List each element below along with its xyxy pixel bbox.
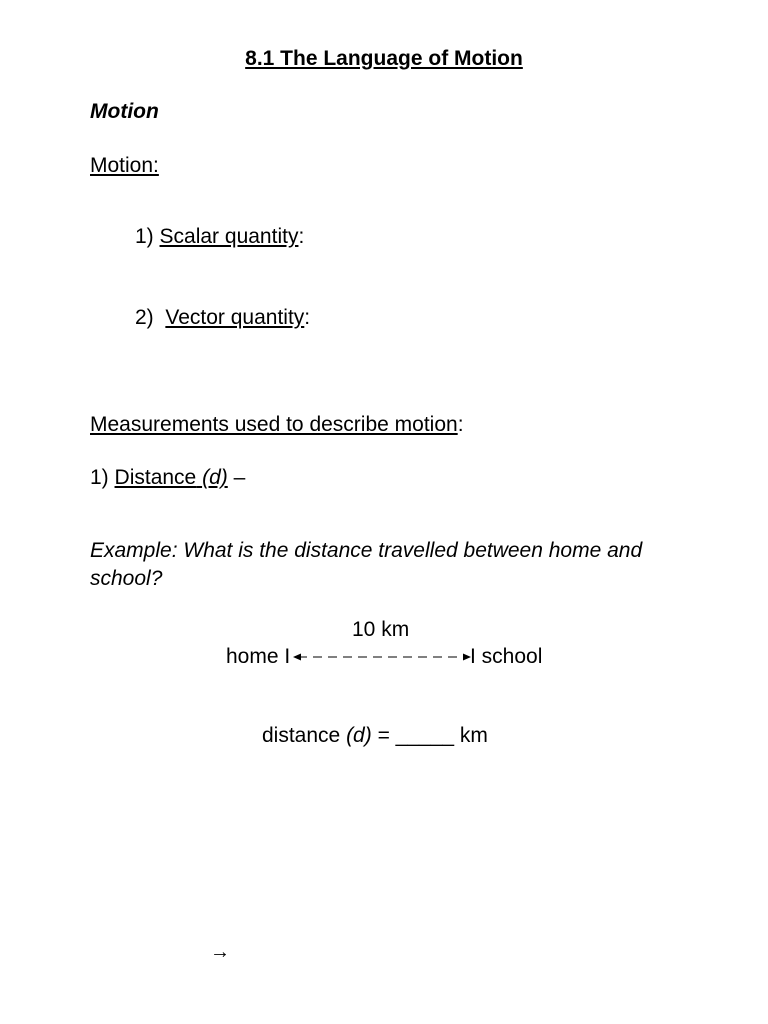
formula-unit: km — [459, 724, 488, 747]
left-arrowhead — [293, 654, 301, 661]
home-label: home I — [226, 645, 291, 668]
school-label: I school — [470, 645, 543, 668]
route-double-arrow — [292, 648, 472, 666]
formula-blank: = _____ — [377, 724, 455, 747]
vector-quantity-item — [135, 305, 310, 330]
vector-term: Vector quantity — [165, 306, 305, 329]
formula-symbol: (d) — [346, 724, 372, 747]
scalar-number: 1) — [135, 225, 154, 248]
distance-symbol: (d) — [202, 466, 228, 489]
measurements-term: Measurements used to describe motion — [90, 413, 458, 436]
page-title: 8.1 The Language of Motion — [245, 47, 523, 70]
scalar-term: Scalar quantity — [159, 225, 299, 248]
distance-number: 1) — [90, 466, 109, 489]
distance-dash: – — [233, 466, 246, 489]
vector-number: 2) — [135, 306, 154, 329]
distance-term: Distance — [114, 466, 197, 489]
distance-item — [90, 465, 245, 490]
formula-prefix: distance — [262, 724, 341, 747]
vector-suffix: : — [304, 306, 311, 329]
example-question: Example: What is the distance travelled between home and school? — [90, 539, 643, 590]
measurements-suffix: : — [457, 413, 464, 436]
right-arrow-icon: → — [210, 941, 230, 963]
distance-term-group — [115, 466, 228, 489]
scalar-suffix: : — [298, 225, 305, 248]
scalar-quantity-item — [135, 224, 304, 249]
measurements-heading — [90, 412, 464, 437]
section-heading: Motion — [90, 100, 159, 123]
distance-formula — [262, 723, 488, 748]
distance-value-label: 10 km — [352, 618, 410, 641]
motion-label: Motion: — [90, 154, 159, 177]
